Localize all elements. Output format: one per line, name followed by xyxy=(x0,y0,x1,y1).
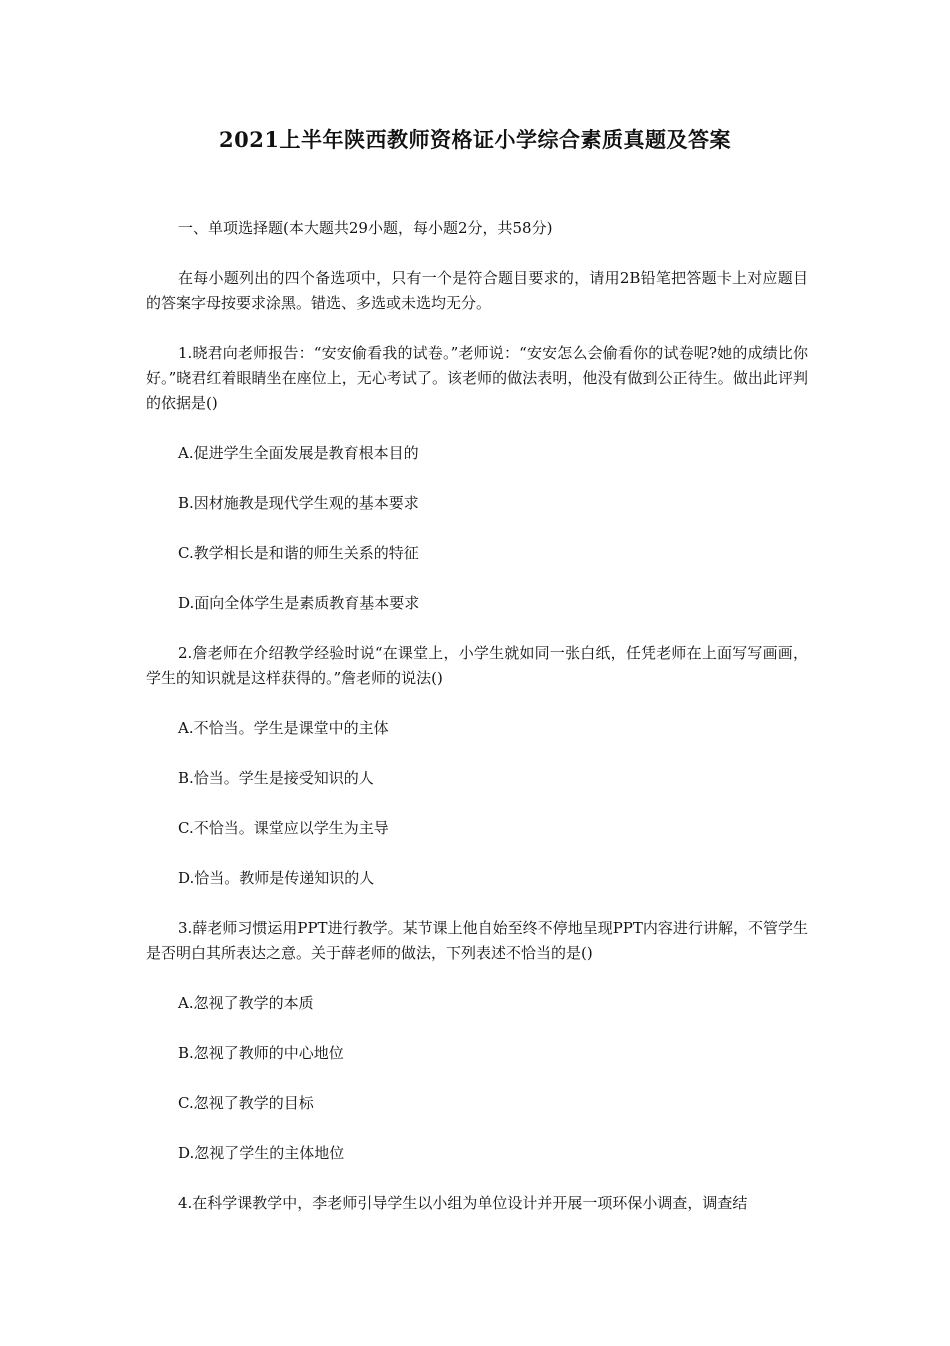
answer-option: A.促进学生全面发展是教育根本目的 xyxy=(178,444,419,462)
answer-option: B.忽视了教师的中心地位 xyxy=(178,1044,344,1062)
document-title: 2021上半年陕西教师资格证小学综合素质真题及答案 xyxy=(219,127,731,152)
answer-option: D.面向全体学生是素质教育基本要求 xyxy=(178,594,420,612)
answer-option: D.恰当。教师是传递知识的人 xyxy=(178,869,375,887)
question-stem: 1.晓君向老师报告：“安安偷看我的试卷。”老师说：“安安怎么会偷看你的试卷呢?她的成绩比你好。”晓君红着眼睛坐在座位上，无心考试了。该老师的做法表明，他没有做到公正待生。做出此评判的依据是() xyxy=(146,344,808,412)
instructions-paragraph: 在每小题列出的四个备选项中，只有一个是符合题目要求的，请用2B铅笔把答题卡上对应题目的答案字母按要求涂黑。错选、多选或未选均无分。 xyxy=(146,269,808,312)
question-stem: 3.薛老师习惯运用PPT进行教学。某节课上他自始至终不停地呈现PPT内容进行讲解，不管学生是否明白其所表达之意。关于薛老师的做法，下列表述不恰当的是() xyxy=(146,919,808,962)
answer-option: D.忽视了学生的主体地位 xyxy=(178,1144,345,1162)
question-stem: 4.在科学课教学中，李老师引导学生以小组为单位设计并开展一项环保小调查，调查结 xyxy=(178,1194,748,1212)
document-body xyxy=(146,216,808,1241)
answer-option: C.不恰当。课堂应以学生为主导 xyxy=(178,819,389,837)
answer-option: C.教学相长是和谐的师生关系的特征 xyxy=(178,544,419,562)
answer-option: A.忽视了教学的本质 xyxy=(178,994,314,1012)
answer-option: C.忽视了教学的目标 xyxy=(178,1094,314,1112)
answer-option: B.恰当。学生是接受知识的人 xyxy=(178,769,374,787)
section-heading: 一、单项选择题(本大题共29小题，每小题2分，共58分) xyxy=(178,219,553,237)
question-stem: 2.詹老师在介绍教学经验时说“在课堂上，小学生就如同一张白纸，任凭老师在上面写写画画，学生的知识就是这样获得的。”詹老师的说法() xyxy=(146,644,808,687)
answer-option: B.因材施教是现代学生观的基本要求 xyxy=(178,494,419,512)
answer-option: A.不恰当。学生是课堂中的主体 xyxy=(178,719,389,737)
